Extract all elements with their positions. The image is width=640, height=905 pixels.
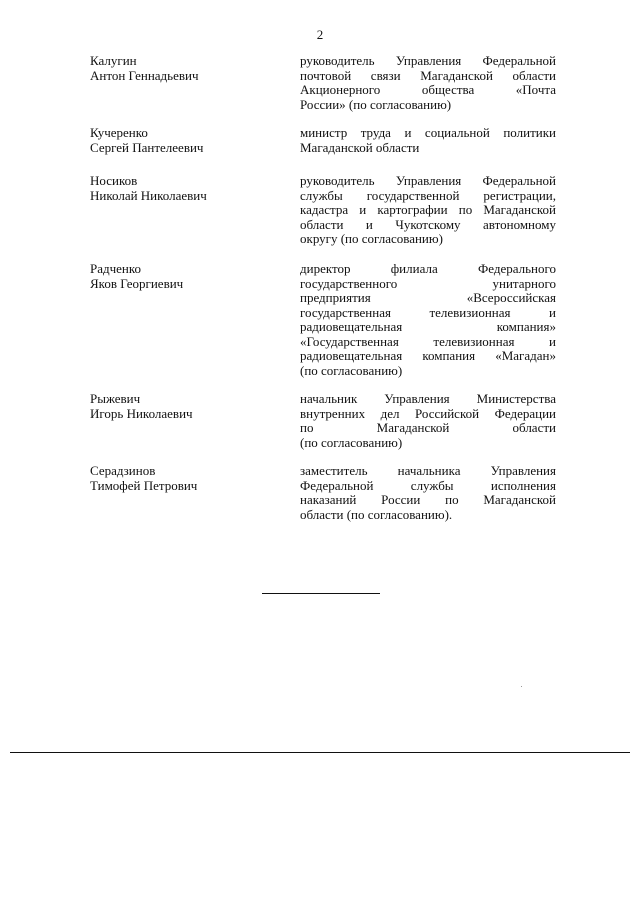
position-line: округу (по согласованию) xyxy=(300,231,443,246)
position-line: руководитель Управления Федеральной xyxy=(300,53,556,68)
position-line: (по согласованию) xyxy=(300,434,403,450)
position-line: по Магаданской области xyxy=(300,420,556,435)
member-surname: Носиков xyxy=(90,173,138,188)
position-line: (по согласованию) xyxy=(300,362,403,378)
member-position xyxy=(300,464,556,522)
member-position xyxy=(300,174,556,247)
member-given-names: Яков Георгиевич xyxy=(90,275,184,291)
member-name xyxy=(90,174,270,203)
member-position xyxy=(300,392,556,450)
position-line: области и Чукотскому автономному xyxy=(300,216,556,232)
position-line: предприятия «Всероссийская xyxy=(300,290,556,305)
member-surname: Рыжевич xyxy=(90,391,141,406)
position-line: начальник Управления Министерства xyxy=(300,391,556,406)
member-given-names: Игорь Николаевич xyxy=(90,405,193,421)
member-name xyxy=(90,464,270,493)
member-name xyxy=(90,262,270,291)
member-given-names: Николай Николаевич xyxy=(90,187,207,203)
member-given-names: Сергей Пантелеевич xyxy=(90,139,204,155)
position-line: области (по согласованию). xyxy=(300,506,453,522)
position-line: кадастра и картографии по Магаданской xyxy=(300,202,556,217)
member-name xyxy=(90,54,270,83)
position-line: внутренних дел Российской Федерации xyxy=(300,405,556,421)
position-line: радиовещательная компания» xyxy=(300,319,556,334)
member-surname: Калугин xyxy=(90,53,137,68)
end-of-list-divider xyxy=(262,593,380,594)
position-line: руководитель Управления Федеральной xyxy=(300,173,556,188)
position-line: почтовой связи Магаданской области xyxy=(300,67,556,83)
position-line: «Государственная телевизионная и xyxy=(300,333,556,349)
member-surname: Кучеренко xyxy=(90,125,148,140)
position-line: заместитель начальника Управления xyxy=(300,463,556,478)
member-given-names: Тимофей Петрович xyxy=(90,477,198,493)
position-line: службы государственной регистрации, xyxy=(300,187,556,203)
member-surname: Серадзинов xyxy=(90,463,156,478)
member-name xyxy=(90,392,270,421)
member-position xyxy=(300,54,556,112)
position-line: радиовещательная компания «Магадан» xyxy=(300,348,556,363)
position-line: России» (по согласованию) xyxy=(300,96,452,112)
page-bottom-rule xyxy=(10,752,630,753)
member-given-names: Антон Геннадьевич xyxy=(90,67,199,83)
position-line: Акционерного общества «Почта xyxy=(300,82,556,97)
position-line: Федеральной службы исполнения xyxy=(300,477,556,493)
position-line: Магаданской области xyxy=(300,139,420,155)
position-line: государственная телевизионная и xyxy=(300,304,556,320)
member-position xyxy=(300,262,556,378)
member-name xyxy=(90,126,270,155)
member-position xyxy=(300,126,556,155)
position-line: директор филиала Федерального xyxy=(300,261,556,276)
scan-speck xyxy=(521,686,522,687)
page-number: 2 xyxy=(316,27,324,42)
position-line: министр труда и социальной политики xyxy=(300,125,556,140)
member-surname: Радченко xyxy=(90,261,142,276)
position-line: государственного унитарного xyxy=(300,275,556,291)
position-line: наказаний России по Магаданской xyxy=(300,492,556,507)
